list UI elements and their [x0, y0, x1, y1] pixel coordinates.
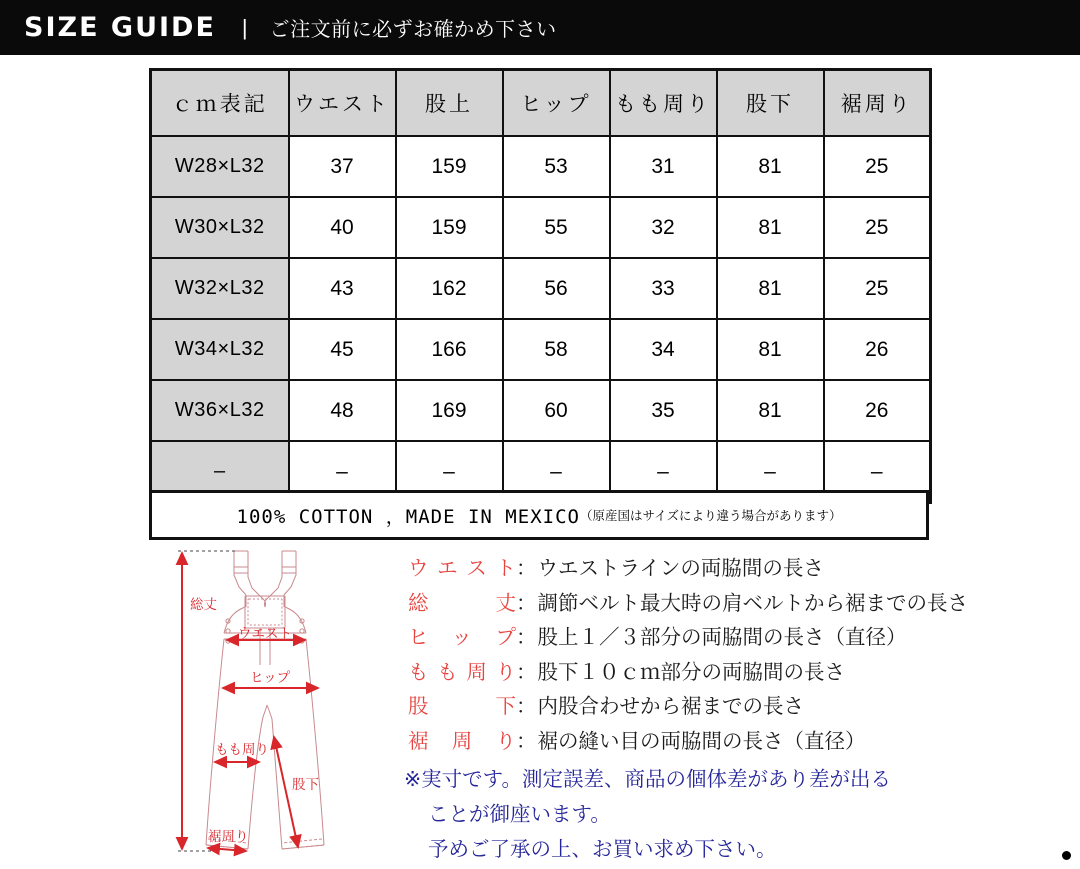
cell-waist: –: [289, 441, 396, 503]
table-row: [151, 136, 931, 197]
row-size-label: W34×L32: [151, 319, 289, 380]
cell-hem: 25: [824, 258, 931, 319]
measurement-disclaimer: [404, 762, 1044, 867]
size-table-container: [149, 68, 929, 504]
cell-thigh: 34: [610, 319, 717, 380]
cell-hip: 58: [503, 319, 610, 380]
legend-colon: ：: [516, 626, 537, 649]
column-header-thigh: もも周り: [610, 70, 717, 137]
header-separator: |: [241, 14, 248, 40]
legend-key-waist: ウエスト: [408, 557, 516, 580]
cell-rise: 159: [396, 136, 503, 197]
row-size-label: W28×L32: [151, 136, 289, 197]
cell-hem: 26: [824, 380, 931, 441]
legend-colon: ：: [516, 695, 537, 718]
size-guide-header: [0, 0, 1080, 55]
legend-colon: ：: [516, 591, 537, 615]
legend-key-total-length: 総丈: [408, 591, 516, 615]
cell-thigh: –: [610, 441, 717, 503]
cell-hip: 60: [503, 380, 610, 441]
legend-value-total-length: 調節ベルト最大時の肩ベルトから裾までの長さ: [537, 591, 968, 615]
corner-dot-marker: [1062, 851, 1071, 860]
cell-waist: 43: [289, 258, 396, 319]
legend-colon: ：: [516, 660, 537, 684]
material-origin-note: [149, 490, 929, 540]
table-row: [151, 258, 931, 319]
legend-value-inseam: 内股合わせから裾までの長さ: [537, 695, 804, 718]
diagram-label-waist: ウエスト: [238, 626, 292, 641]
legend-key-inseam: 股下: [408, 695, 516, 718]
header-subtitle: ご注文前に必ずお確かめ下さい: [269, 19, 557, 41]
legend-key-thigh: もも周り: [408, 660, 516, 684]
material-origin-main: 100% COTTON ，MADE IN MEXICO: [236, 505, 580, 528]
legend-item-waist: [408, 552, 1038, 587]
table-header-row: [151, 70, 931, 137]
cell-inseam: 81: [717, 319, 824, 380]
legend-value-hem: 裾の縫い目の両脇間の長さ（直径）: [537, 729, 866, 753]
diagram-label-hem: 裾周り: [208, 829, 249, 844]
legend-key-hem: 裾周り: [408, 729, 516, 753]
cell-thigh: 32: [610, 197, 717, 258]
cell-hem: 26: [824, 319, 931, 380]
row-size-label: W30×L32: [151, 197, 289, 258]
cell-inseam: 81: [717, 380, 824, 441]
row-size-label: W36×L32: [151, 380, 289, 441]
overalls-outline: [206, 551, 324, 849]
cell-rise: 166: [396, 319, 503, 380]
column-header-rise: 股上: [396, 70, 503, 137]
column-header-inseam: 股下: [717, 70, 824, 137]
legend-item-inseam: [408, 690, 1038, 725]
column-header-hip: ヒップ: [503, 70, 610, 137]
overalls-measurement-diagram: [160, 545, 410, 865]
legend-item-total-length: [408, 587, 1038, 622]
cell-inseam: –: [717, 441, 824, 503]
cell-rise: 169: [396, 380, 503, 441]
cell-hip: –: [503, 441, 610, 503]
cell-rise: 159: [396, 197, 503, 258]
legend-colon: ：: [516, 729, 537, 753]
table-row: [151, 319, 931, 380]
column-header-waist: ウエスト: [289, 70, 396, 137]
legend-colon: ：: [516, 557, 537, 580]
legend-value-thigh: 股下１０ｃｍ部分の両脇間の長さ: [537, 660, 845, 684]
cell-thigh: 33: [610, 258, 717, 319]
column-header-hem: 裾周り: [824, 70, 931, 137]
cell-hem: –: [824, 441, 931, 503]
table-row: [151, 380, 931, 441]
disclaimer-line-2: ことが御座います。: [428, 803, 611, 826]
legend-item-hip: [408, 621, 1038, 656]
cell-hip: 53: [503, 136, 610, 197]
cell-hip: 56: [503, 258, 610, 319]
size-table: [149, 68, 932, 504]
page-title: SIZE GUIDE: [24, 12, 216, 43]
cell-inseam: 81: [717, 258, 824, 319]
row-size-label: –: [151, 441, 289, 503]
disclaimer-line-3: 予めご了承の上、お買い求め下さい。: [428, 838, 777, 861]
measurement-legend: [408, 552, 1038, 759]
cell-hem: 25: [824, 136, 931, 197]
material-origin-paren: （原産国はサイズにより違う場合があります）: [579, 509, 842, 523]
legend-item-thigh: [408, 656, 1038, 691]
total-length-guides: [178, 551, 238, 851]
cell-rise: –: [396, 441, 503, 503]
legend-value-hip: 股上１／３部分の両脇間の長さ（直径）: [537, 626, 907, 649]
column-header-size: ｃｍ表記: [151, 70, 289, 137]
cell-hem: 25: [824, 197, 931, 258]
diagram-label-total-length: 総丈: [190, 597, 217, 612]
legend-key-hip: ヒップ: [408, 626, 516, 649]
cell-thigh: 35: [610, 380, 717, 441]
cell-waist: 45: [289, 319, 396, 380]
cell-inseam: 81: [717, 197, 824, 258]
row-size-label: W32×L32: [151, 258, 289, 319]
cell-waist: 48: [289, 380, 396, 441]
legend-value-waist: ウエストラインの両脇間の長さ: [537, 557, 824, 580]
cell-rise: 162: [396, 258, 503, 319]
cell-hip: 55: [503, 197, 610, 258]
cell-inseam: 81: [717, 136, 824, 197]
disclaimer-line-1: ※実寸です。測定誤差、商品の個体差があり差が出る: [404, 768, 892, 791]
diagram-label-hip: ヒップ: [250, 670, 291, 685]
cell-waist: 40: [289, 197, 396, 258]
diagram-label-inseam: 股下: [292, 777, 319, 792]
cell-thigh: 31: [610, 136, 717, 197]
legend-item-hem: [408, 725, 1038, 760]
diagram-label-thigh: もも周り: [215, 742, 269, 757]
cell-waist: 37: [289, 136, 396, 197]
table-row: [151, 197, 931, 258]
